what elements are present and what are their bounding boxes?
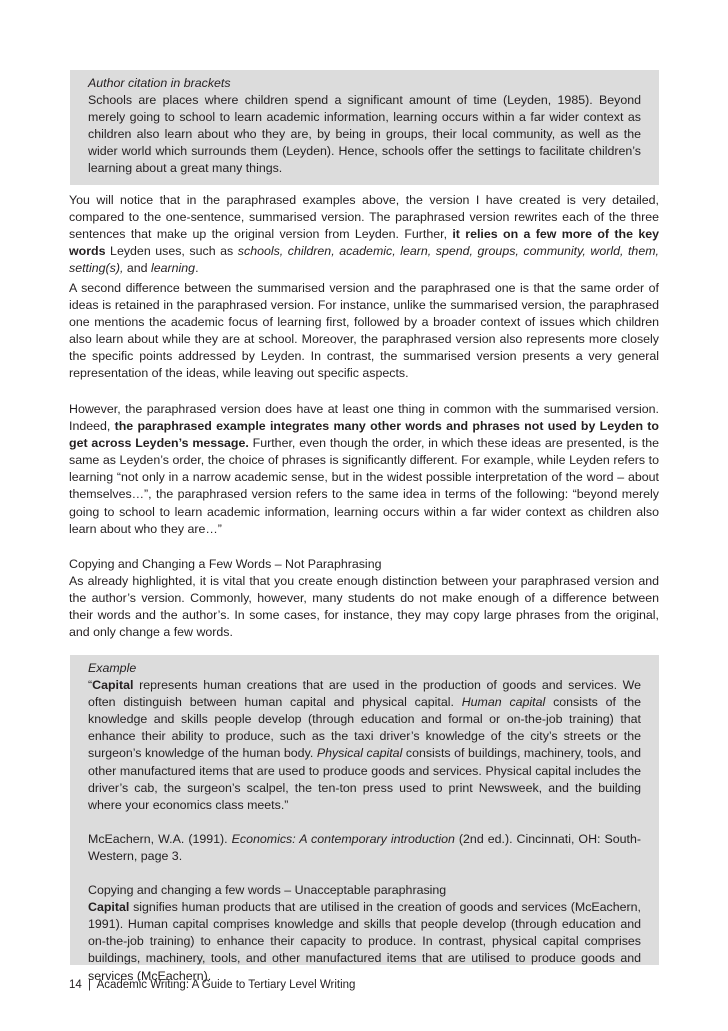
box-quote: Schools are places where children spend a significant amount of time (Leyden, 1985). Beyond merely going to school to learn academic information, learning occurs within a far wider context as children also learn about who they are, by being in groups, their local community, as well as the wider world which surrounds them (Leyden). Hence, schools offer the settings to facilitate children’s learning about a great many things. bbox=[88, 93, 641, 176]
unacceptable-heading: Copying and changing a few words – Unacceptable paraphrasing bbox=[88, 883, 447, 898]
paragraph-3: However, the paraphrased version does have at least one thing in common with the summarised version. Indeed, the paraphrased example integrates many other words and phrases not used by Leyden to get across Leyden’s message. Further, even though the order, in which these ideas are presented, is the same as Leyden’s order, the choice of phrases is significantly different. For example, while Leyden refers to learning “not only in a narrow academic sense, but in the widest possible interpretation of the word – about themselves…”, the paraphrased version refers to the same idea in terms of the following: “beyond merely going to school to learn academic information, learning occurs within a far wider context as children also learn about who they are…” bbox=[69, 402, 660, 536]
section-heading: Copying and Changing a Few Words – Not Paraphrasing bbox=[69, 557, 382, 571]
page-number: 14 bbox=[69, 979, 82, 991]
paragraph-1: You will notice that in the paraphrased examples above, the version I have created is very detailed, compared to the one-sentence, summarised version. The paraphrased version rewrites each of the three sentences that make up the original version from Leyden. Further, it relies on a few more of the key words Leyden uses, such as schools, children, academic, learn, spend, groups, community, world, them, setting(s), and learning. bbox=[69, 193, 659, 276]
page-footer bbox=[69, 978, 355, 992]
example-reference: McEachern, W.A. (1991). Economics: A contemporary introduction (2nd ed.). Cincinnati, OH: South-Western, page 3. bbox=[88, 831, 641, 863]
example-heading: Example bbox=[88, 661, 137, 675]
box-heading: Author citation in brackets bbox=[88, 76, 231, 90]
unacceptable-paraphrase: Capital signifies human products that are utilised in the creation of goods and services (McEachern, 1991). Human capital comprises knowledge and skills that people develop (through education and on-the-job training) to enhance their capacity to produce. In contrast, physical capital comprises buildings, machinery, tools, and other manufactured items that are utilised to produce goods and services (McEachern). bbox=[88, 900, 641, 983]
example-quote: “Capital represents human creations that are used in the production of goods and services. We often distinguish between human capital and physical capital. Human capital consists of the knowledge and skills people develop (through education and formal or on-the-job training) that enhance their ability to produce, such as the taxi driver’s knowledge of the city’s streets or the surgeon’s knowledge of the human body. Physical capital consists of buildings, machinery, tools, and other manufactured items that are used to produce goods and services. Physical capital includes the driver’s cab, the surgeon’s scalpel, the ten-ton press used to print Newsweek, and the building where your economics class meets.” bbox=[88, 678, 641, 812]
paragraph-2: A second difference between the summarised version and the paraphrased one is that the same order of ideas is retained in the paraphrased version. For instance, unlike the summarised version, the paraphrased one mentions the academic focus of learning first, followed by a broader context of issues which children also learn about while they are at school. Moreover, the paraphrased version also represents more closely the specific points addressed by Leyden. In contrast, the summarised version presents a very general representation of the ideas, while leaving out specific aspects. bbox=[69, 281, 659, 381]
section-paragraph: As already highlighted, it is vital that you create enough distinction between your paraphrased version and the author’s version. Commonly, however, many students do not make enough of a difference between their words and the author’s. In some cases, for instance, they may copy large phrases from the original, and only change a few words. bbox=[69, 574, 659, 640]
footer-book-title: Academic Writing: A Guide to Tertiary Level Writing bbox=[96, 979, 356, 991]
citation-example-box bbox=[70, 70, 659, 185]
footer-separator: | bbox=[88, 979, 91, 991]
example-box bbox=[70, 655, 659, 983]
